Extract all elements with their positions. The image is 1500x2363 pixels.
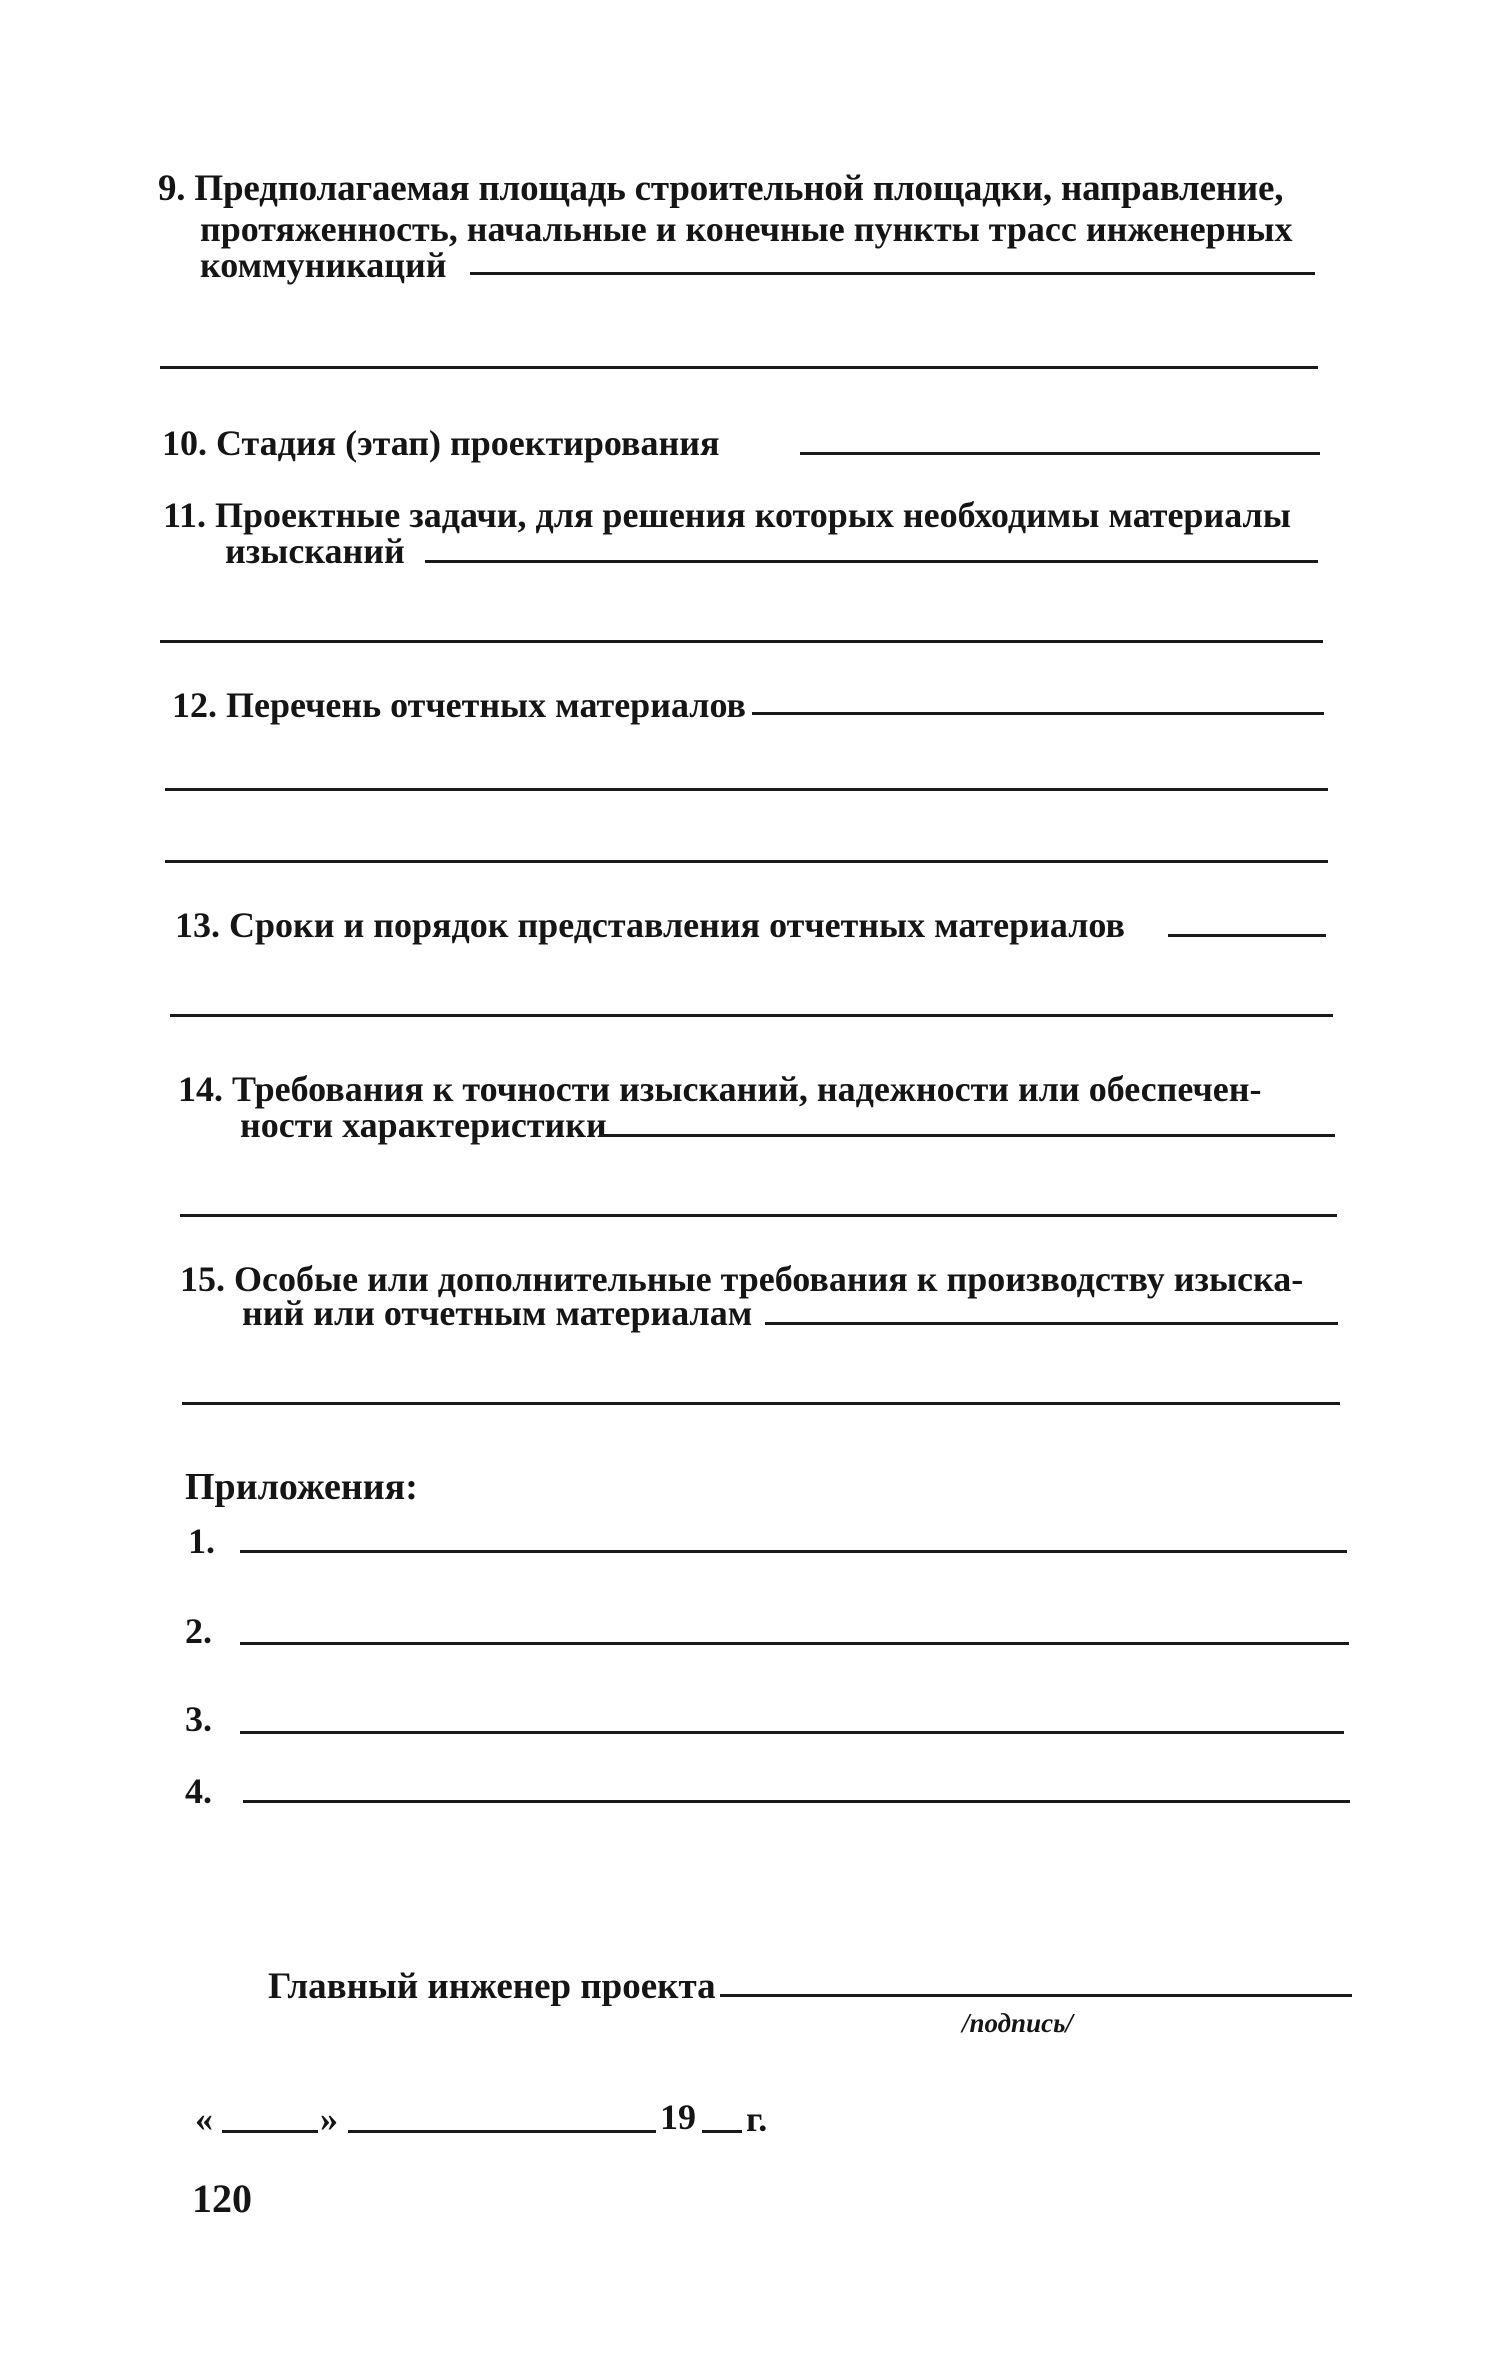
item-10-fill-line[interactable]	[800, 452, 1320, 455]
appendix-item-3-fill-line[interactable]	[240, 1731, 1344, 1734]
date-year-prefix: 19	[660, 2097, 696, 2137]
appendix-item-number: 2.	[185, 1611, 212, 1651]
item-12-fill-line-2[interactable]	[165, 788, 1328, 791]
date-year-suffix: г.	[746, 2099, 768, 2139]
item-15-fill-line-2[interactable]	[182, 1402, 1340, 1405]
item-9-fill-line-2[interactable]	[160, 366, 1318, 369]
page-number: 120	[192, 2176, 252, 2221]
item-11-line-1: 11. Проектные задачи, для решения которых необходимы материалы	[163, 495, 1291, 535]
date-month-fill-line[interactable]	[348, 2130, 656, 2133]
signature-fill-line[interactable]	[720, 1994, 1352, 1997]
item-11-fill-line[interactable]	[425, 560, 1318, 563]
appendix-item-number: 1.	[188, 1521, 215, 1561]
appendix-item-number: 3.	[185, 1699, 212, 1739]
item-14-fill-line[interactable]	[600, 1134, 1335, 1137]
item-14-fill-line-2[interactable]	[180, 1214, 1337, 1217]
appendix-item-2-fill-line[interactable]	[240, 1642, 1349, 1645]
date-close-quote: »	[320, 2099, 338, 2139]
item-12-label: 12. Перечень отчетных материалов	[172, 685, 746, 725]
item-9-line-1: 9. Предполагаемая площадь строительной площадки, направление,	[158, 168, 1284, 209]
item-13-label: 13. Сроки и порядок представления отчетных материалов	[175, 905, 1125, 945]
item-11-fill-line-2[interactable]	[160, 640, 1323, 643]
item-12-fill-line-3[interactable]	[165, 860, 1328, 863]
date-open-quote: «	[195, 2099, 213, 2139]
item-14-line-1: 14. Требования к точности изысканий, надежности или обеспечен-	[178, 1069, 1262, 1109]
item-9-fill-line[interactable]	[470, 272, 1315, 275]
item-12-fill-line[interactable]	[752, 712, 1324, 715]
appendix-title: Приложения:	[185, 1466, 418, 1508]
item-14-line-2: ности характеристики	[240, 1105, 607, 1145]
appendix-item-number: 4.	[185, 1771, 212, 1811]
signature-label: Главный инженер проекта	[268, 1966, 716, 2007]
item-9-line-3: коммуникаций	[200, 245, 447, 285]
date-day-fill-line[interactable]	[222, 2130, 318, 2133]
item-15-fill-line[interactable]	[765, 1322, 1338, 1325]
date-year-fill-line[interactable]	[702, 2130, 742, 2133]
appendix-item-4-fill-line[interactable]	[243, 1800, 1350, 1803]
item-9-line-2: протяженность, начальные и конечные пункты трасс инженерных	[200, 209, 1293, 249]
item-13-fill-line[interactable]	[1168, 934, 1326, 937]
signature-caption: /подпись/	[962, 2008, 1073, 2038]
item-15-line-1: 15. Особые или дополнительные требования к производству изыска-	[180, 1259, 1304, 1299]
appendix-item-1-fill-line[interactable]	[240, 1550, 1347, 1553]
item-11-line-2: изысканий	[225, 531, 405, 571]
item-10-label: 10. Стадия (этап) проектирования	[162, 423, 720, 463]
item-15-line-2: ний или отчетным материалам	[242, 1293, 753, 1333]
item-13-fill-line-2[interactable]	[170, 1014, 1333, 1017]
